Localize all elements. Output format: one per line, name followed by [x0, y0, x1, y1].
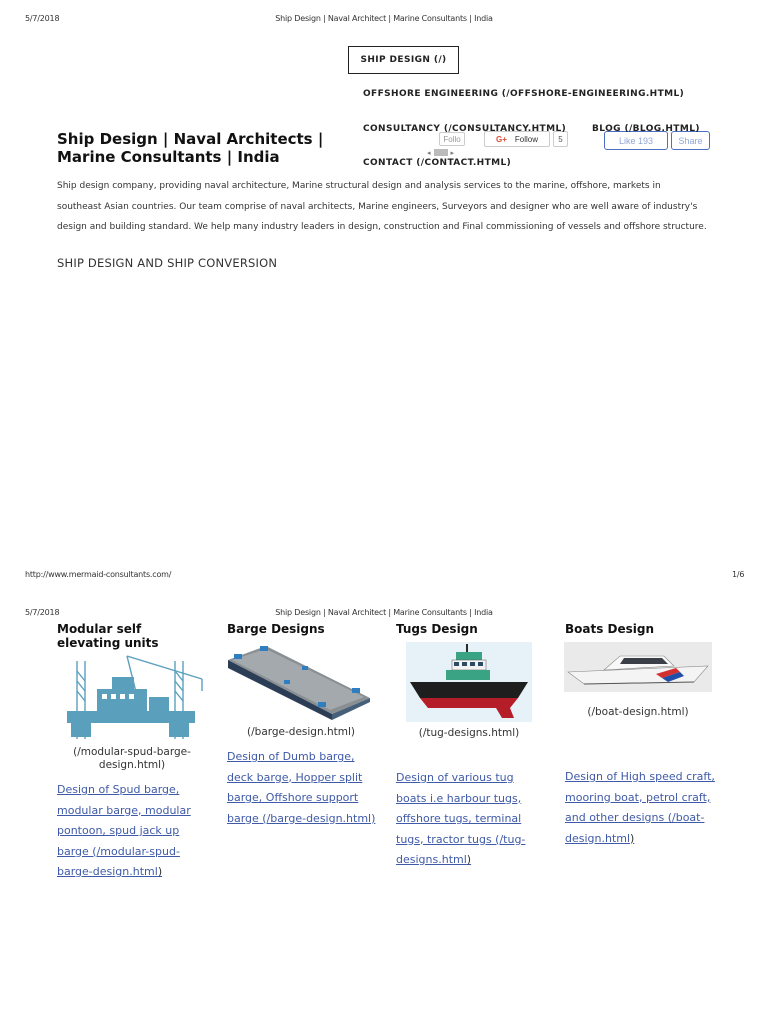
follow-small-button[interactable]	[439, 132, 465, 146]
nav-ship-design-button[interactable]: SHIP DESIGN (/)	[348, 46, 459, 74]
card-boat-link-text[interactable]: Design of High speed craft, mooring boat, petrol craft, and other designs (/boat-design.html	[565, 770, 715, 845]
print-doc-title-page2: Ship Design | Naval Architect | Marine Consultants | India	[275, 608, 493, 617]
gplus-count-badge: 5	[553, 131, 568, 147]
site-title: Ship Design | Naval Architects | Marine Consultants | India	[57, 130, 324, 166]
follow-small-label: Follo	[443, 134, 461, 144]
print-page-number: 1/6	[732, 570, 745, 579]
print-date-page2: 5/7/2018	[25, 608, 60, 617]
nav-contact-link[interactable]: CONTACT (/CONTACT.HTML)	[363, 158, 512, 168]
boat-image[interactable]	[564, 642, 712, 692]
section-heading: SHIP DESIGN AND SHIP CONVERSION	[57, 256, 278, 270]
gplus-icon: G+	[495, 134, 507, 144]
card-modular-link[interactable]	[57, 780, 202, 883]
card-boat-link[interactable]	[565, 767, 715, 849]
scroll-left-icon[interactable]: ◂	[427, 149, 431, 157]
card-barge-title: Barge Designs	[227, 622, 325, 636]
card-boat-link-tail: )	[630, 831, 635, 845]
card-tug-link-text[interactable]: Design of various tug boats i.e harbour tugs, offshore tugs, terminal tugs, tractor tugs (/tug-designs.html	[396, 771, 526, 866]
barge-image[interactable]	[226, 640, 374, 722]
card-boat-caption[interactable]: (/boat-design.html)	[587, 706, 689, 718]
card-modular-link-tail: )	[157, 865, 163, 878]
gplus-follow-label: Follow	[514, 134, 539, 144]
nav-consultancy-link[interactable]: CONSULTANCY (/CONSULTANCY.HTML)	[363, 124, 567, 134]
mini-scrollbar[interactable]	[427, 148, 463, 157]
card-boat-title: Boats Design	[565, 622, 655, 636]
facebook-like-button[interactable]: Like 193	[604, 131, 668, 150]
card-barge-link-text[interactable]: Design of Dumb barge, deck barge, Hopper split barge, Offshore support barge (/barge-design.html)	[227, 750, 376, 825]
nav-blog-link[interactable]: BLOG (/BLOG.HTML)	[592, 124, 700, 134]
card-tug-link[interactable]	[396, 768, 546, 871]
print-doc-title: Ship Design | Naval Architect | Marine Consultants | India	[275, 14, 493, 23]
print-url: http://www.mermaid-consultants.com/	[25, 570, 172, 579]
tug-image[interactable]	[406, 642, 532, 722]
nav-offshore-link[interactable]: OFFSHORE ENGINEERING (/OFFSHORE-ENGINEERING.HTML)	[363, 89, 685, 99]
print-date: 5/7/2018	[25, 14, 60, 23]
card-barge-link[interactable]	[227, 747, 377, 829]
card-tug-link-tail: )	[466, 853, 472, 866]
modular-platform-image[interactable]	[57, 651, 207, 741]
scroll-thumb[interactable]	[434, 149, 448, 156]
card-tug-title: Tugs Design	[396, 622, 478, 636]
card-modular-link-text[interactable]: Design of Spud barge, modular barge, modular pontoon, spud jack up barge (/modular-spud-barge-design.html	[57, 783, 191, 878]
scroll-right-icon[interactable]: ▸	[450, 149, 455, 157]
facebook-share-button[interactable]: Share	[671, 131, 710, 150]
card-barge-caption[interactable]: (/barge-design.html)	[247, 726, 355, 738]
card-tug-caption[interactable]: (/tug-designs.html)	[418, 727, 520, 739]
site-description: Ship design company, providing naval architecture, Marine structural design and analysis services to the marine, offshore, markets in southeast Asian countries. Our team comprise of naval architects, Marine engineers, Surveyors and designer who are well aware of industry's design and building standard. We help many industry leaders in design, construction and Final commissioning of vessels and offshore structure.	[57, 181, 707, 232]
card-modular-title: Modular self elevating units	[57, 622, 159, 650]
card-modular-caption[interactable]: (/modular-spud-barge-design.html)	[73, 746, 191, 771]
